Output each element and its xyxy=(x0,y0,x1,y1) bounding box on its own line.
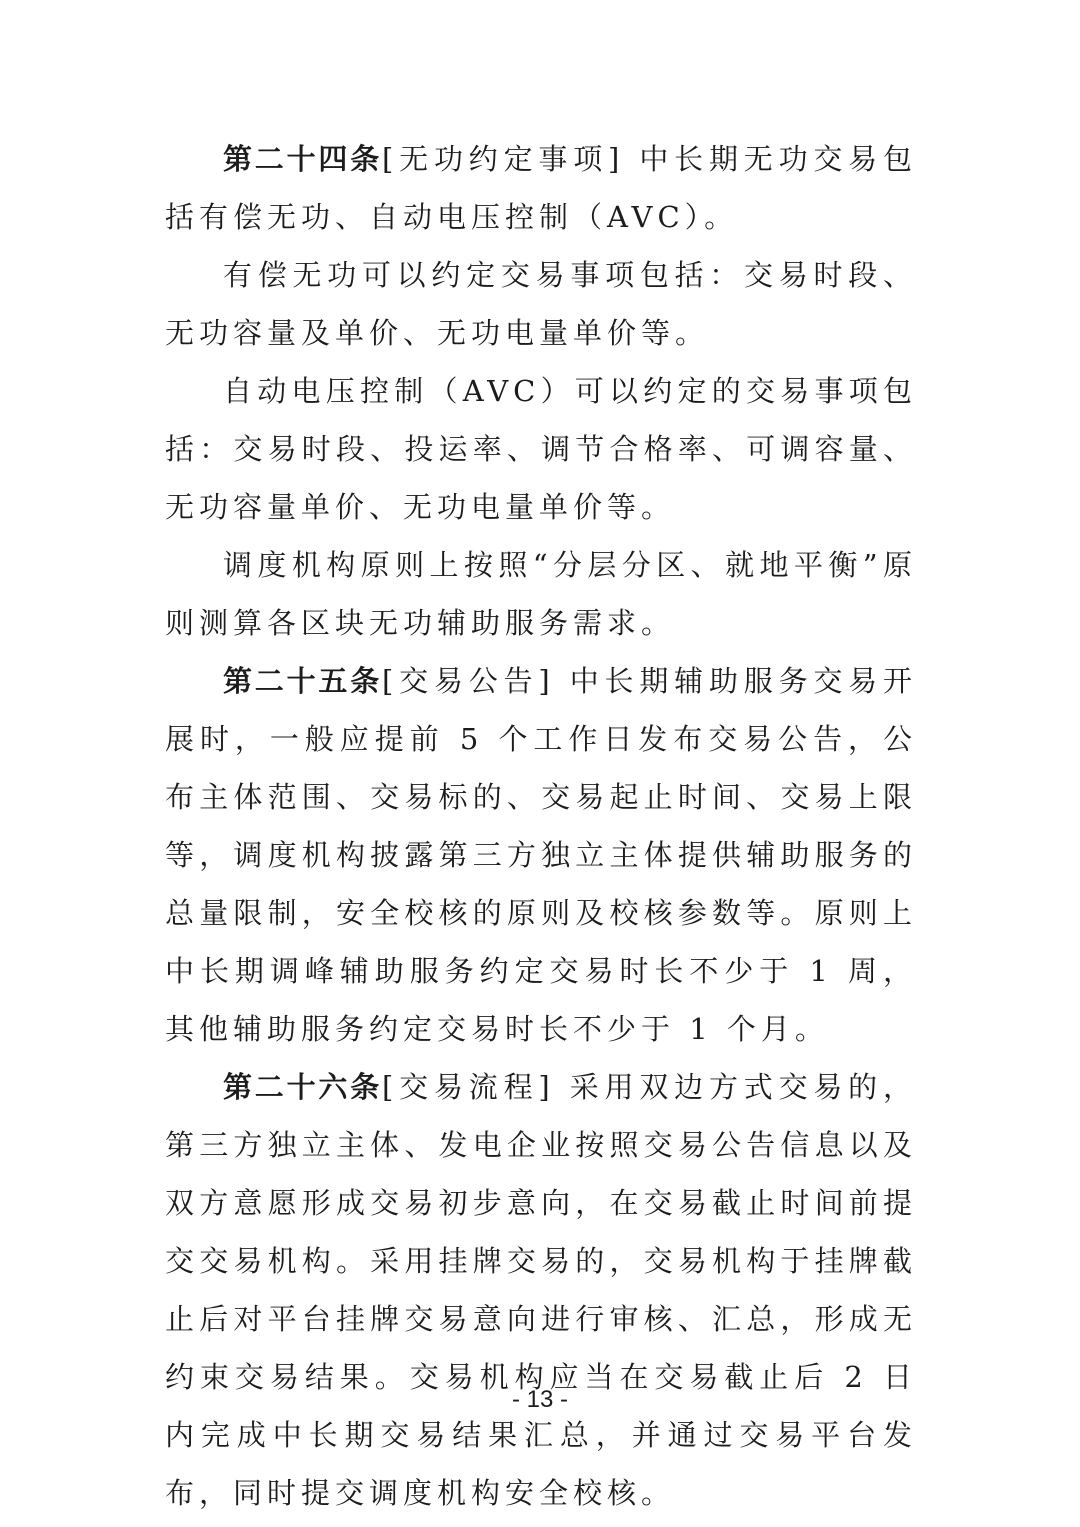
paid-reactive-paragraph: 有偿无功可以约定交易事项包括：交易时段、无功容量及单价、无功电量单价等。 xyxy=(165,258,917,350)
article-24-text: [无功约定事项] 中长期无功交易包括有偿无功、自动电压控制（AVC）。 xyxy=(165,142,917,234)
article-24-paragraph xyxy=(165,130,917,246)
avc-paragraph: 自动电压控制（AVC）可以约定的交易事项包括：交易时段、投运率、调节合格率、可调容量、无功容量单价、无功电量单价等。 xyxy=(165,374,917,524)
page-number: - 13 - xyxy=(511,1386,568,1413)
document-body xyxy=(165,130,917,1522)
article-25-text: [交易公告] 中长期辅助服务交易开展时，一般应提前 5 个工作日发布交易公告，公布主体范围、交易标的、交易起止时间、交易上限等，调度机构披露第三方独立主体提供辅助服务的总量限制，安全校核的原则及校核参数等。原则上中长期调峰辅助服务约定交易时长不少于 1 周，其他辅助服务约定交易时长不少于 1 个月。 xyxy=(165,664,917,1046)
article-26-text: [交易流程] 采用双边方式交易的，第三方独立主体、发电企业按照交易公告信息以及双方意愿形成交易初步意向，在交易截止时间前提交交易机构。采用挂牌交易的，交易机构于挂牌截止后对平台挂牌交易意向进行审核、汇总，形成无约束交易结果。交易机构应当在交易截止后 2 日内完成中长期交易结果汇总，并通过交易平台发布，同时提交调度机构安全校核。 xyxy=(165,1070,917,1510)
article-24-heading: 第二十四条 xyxy=(223,142,383,176)
article-26-paragraph xyxy=(165,1058,917,1522)
article-25-paragraph xyxy=(165,652,917,1058)
dispatch-paragraph: 调度机构原则上按照“分层分区、就地平衡”原则测算各区块无功辅助服务需求。 xyxy=(165,548,917,640)
article-26-heading: 第二十六条 xyxy=(223,1070,383,1104)
article-25-heading: 第二十五条 xyxy=(223,664,383,698)
